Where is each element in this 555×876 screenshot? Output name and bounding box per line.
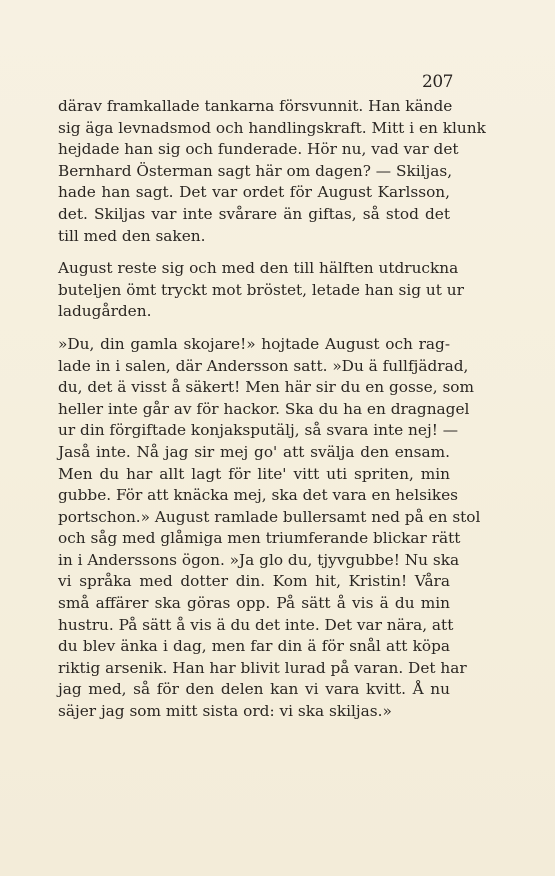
text-line: till med den saken. (58, 226, 206, 245)
text-line: hustru. På sätt å vis ä du det inte. Det var nära, att (58, 615, 454, 634)
text-line: det. Skiljas var inte svårare än giftas, så stod det (58, 204, 450, 223)
paragraph-3 (58, 334, 481, 723)
text-line: därav framkallade tankarna försvunnit. Han kände (58, 97, 453, 115)
text-line: du, det ä visst å säkert! Men här sir du en gosse, som (58, 378, 475, 397)
text-line: gubbe. För att knäcka mej, ska det vara en helsikes (58, 486, 459, 505)
text-line: in i Anderssons ögon. »Ja glo du, tjyvgubbe! Nu ska (58, 550, 460, 569)
paragraph-2 (58, 258, 464, 323)
text-line: Bernhard Österman sagt här om dagen? — Skiljas, (58, 161, 453, 180)
text-line: buteljen ömt tryckt mot bröstet, letade han sig ut ur (58, 280, 464, 299)
text-line: vi språka med dotter din. Kom hit, Kristin! Våra (58, 572, 450, 591)
text-line: du blev änka i dag, men far din ä för snål att köpa (58, 637, 450, 656)
page-number: 207 (422, 72, 453, 92)
text-line: ladugården. (58, 302, 152, 321)
text-line: lade in i salen, där Andersson satt. »Du ä fullfjädrad, (58, 356, 469, 375)
text-line: små affärer ska göras opp. På sätt å vis ä du min (58, 594, 450, 613)
text-line: portschon.» August ramlade bullersamt ned på en stol (58, 507, 481, 526)
text-line: hejdade han sig och funderade. Hör nu, vad var det (58, 140, 459, 159)
text-line: säjer jag som mitt sista ord: vi ska skiljas.» (58, 702, 392, 721)
text-line: Jaså inte. Nå jag sir mej go' att svälja den ensam. (58, 442, 450, 461)
text-line: »Du, din gamla skojare!» hojtade August och rag- (58, 334, 450, 353)
text-line: jag med, så för den delen kan vi vara kvitt. Å nu (58, 680, 450, 699)
text-line: och såg med glåmiga men triumferande blickar rätt (58, 529, 461, 548)
text-line: riktig arsenik. Han har blivit lurad på varan. Det har (58, 658, 467, 677)
paragraph-1 (58, 96, 486, 247)
text-line: heller inte går av för hackor. Ska du ha en dragnagel (58, 399, 470, 418)
text-line: Men du har allt lagt för lite' vitt uti spriten, min (58, 464, 450, 483)
text-line: ur din förgiftade konjaksputälj, så svara inte nej! — (58, 421, 459, 440)
body-text (58, 96, 486, 723)
text-line: hade han sagt. Det var ordet för August Karlsson, (58, 183, 450, 202)
text-line: August reste sig och med den till hälften utdruckna (58, 259, 459, 278)
text-line: sig äga levnadsmod och handlingskraft. Mitt i en klunk (58, 118, 486, 137)
